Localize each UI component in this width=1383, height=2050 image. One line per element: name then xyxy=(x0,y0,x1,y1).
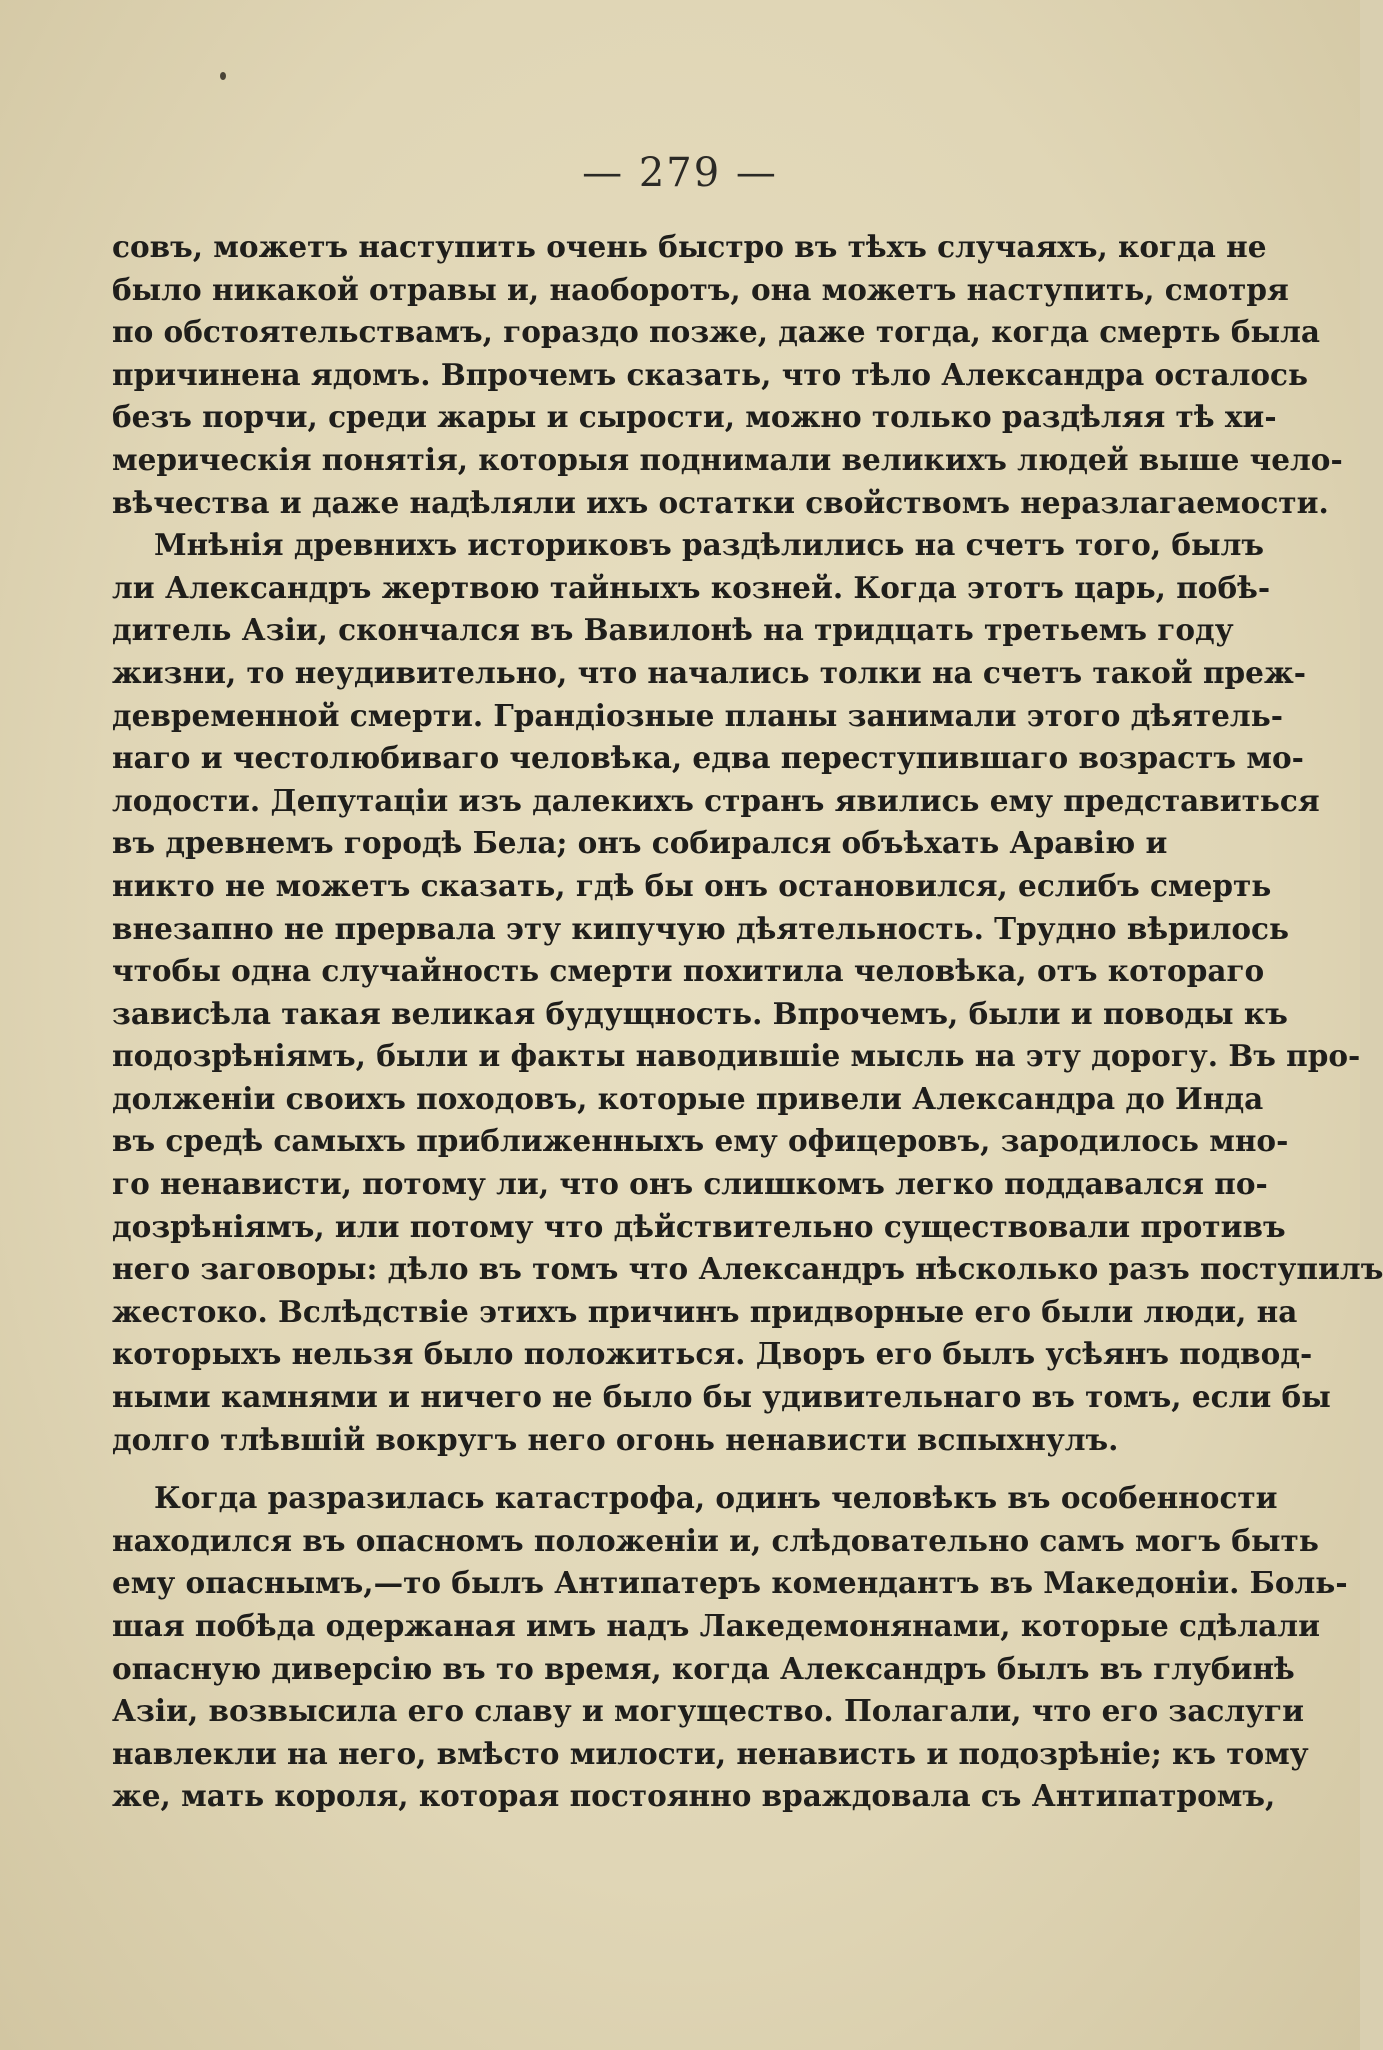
body-text xyxy=(112,226,1383,1818)
text-line: въ древнемъ городѣ Бела; онъ собирался объѣхать Аравію и xyxy=(112,825,1168,861)
paragraph xyxy=(112,524,1383,1461)
text-line: подозрѣніямъ, были и факты наводившіе мысль на эту дорогу. Въ про- xyxy=(112,1038,1361,1074)
text-line: Мнѣнія древнихъ историковъ раздѣлились на счетъ того, былъ xyxy=(154,527,1265,563)
paragraph xyxy=(112,226,1343,524)
text-line: находился въ опасномъ положеніи и, слѣдовательно самъ могъ быть xyxy=(112,1522,1319,1558)
text-line: долго тлѣвшій вокругъ него огонь ненависти вспыхнулъ. xyxy=(112,1421,1119,1457)
text-line: него заговоры: дѣло въ томъ что Александръ нѣсколько разъ поступилъ xyxy=(112,1251,1383,1287)
text-line: шая побѣда одержаная имъ надъ Лакедемонянами, которые сдѣлали xyxy=(112,1608,1320,1643)
text-line: долженіи своихъ походовъ, которые привели Александра до Инда xyxy=(112,1080,1264,1116)
text-line: наго и честолюбиваго человѣка, едва переступившаго возрастъ мо- xyxy=(112,740,1304,776)
text-line: опасную диверсію въ то время, когда Александръ былъ въ глубинѣ xyxy=(112,1650,1295,1686)
text-line: девременной смерти. Грандіозные планы занимали этого дѣятель- xyxy=(112,697,1283,733)
text-line: совъ, можетъ наступить очень быстро въ тѣхъ случаяхъ, когда не xyxy=(112,229,1267,264)
text-line: по обстоятельствамъ, гораздо позже, даже тогда, когда смерть была xyxy=(112,314,1321,350)
text-line: безъ порчи, среди жары и сырости, можно только раздѣляя тѣ хи- xyxy=(112,399,1277,435)
ink-speck xyxy=(220,72,226,80)
text-line: которыхъ нельзя было положиться. Дворъ его былъ усѣянъ подвод- xyxy=(112,1336,1313,1372)
text-line: Азіи, возвысила его славу и могущество. Полагали, что его заслуги xyxy=(112,1693,1304,1729)
text-line: никто не можетъ сказать, гдѣ бы онъ остановился, еслибъ смерть xyxy=(112,867,1272,903)
text-line: было никакой отравы и, наоборотъ, она можетъ наступить, смотря xyxy=(112,271,1289,307)
text-line: ными камнями и ничего не было бы удивительнаго въ томъ, если бы xyxy=(112,1379,1331,1415)
text-line: Когда разразилась катастрофа, одинъ человѣкъ въ особенности xyxy=(154,1480,1278,1516)
text-line: ему опаснымъ,—то былъ Антипатеръ комендантъ въ Македоніи. Боль- xyxy=(112,1565,1348,1601)
text-line: жестоко. Вслѣдствіе этихъ причинъ придворные его были люди, на xyxy=(112,1293,1298,1329)
paragraph xyxy=(112,1477,1348,1818)
text-line: мерическія понятія, которыя поднимали великихъ людей выше чело- xyxy=(112,441,1343,477)
text-line: же, мать короля, которая постоянно враждовала съ Антипатромъ, xyxy=(112,1778,1276,1814)
text-line: зависѣла такая великая будущность. Впрочемъ, были и поводы къ xyxy=(112,995,1288,1031)
page-number: — 279 — xyxy=(582,150,778,196)
text-line: въ средѣ самыхъ приближенныхъ ему офицеровъ, зародилось мно- xyxy=(112,1123,1289,1159)
text-line: го ненависти, потому ли, что онъ слишкомъ легко поддавался по- xyxy=(112,1166,1268,1202)
text-line: ли Александръ жертвою тайныхъ козней. Когда этотъ царь, побѣ- xyxy=(112,569,1271,605)
text-line: вѣчества и даже надѣляли ихъ остатки свойствомъ неразлагаемости. xyxy=(112,484,1329,520)
paragraph-gap xyxy=(112,1461,1152,1477)
text-line: чтобы одна случайность смерти похитила человѣка, отъ котораго xyxy=(112,953,1265,989)
text-line: лодости. Депутаціи изъ далекихъ странъ явились ему представиться xyxy=(112,782,1320,818)
text-line: дозрѣніямъ, или потому что дѣйствительно существовали противъ xyxy=(112,1208,1286,1244)
text-line: внезапно не прервала эту кипучую дѣятельность. Трудно вѣрилось xyxy=(112,910,1290,946)
text-line: жизни, то неудивительно, что начались толки на счетъ такой преж- xyxy=(112,654,1306,690)
text-line: дитель Азіи, скончался въ Вавилонѣ на тридцать третьемъ году xyxy=(112,612,1234,648)
text-line: навлекли на него, вмѣсто милости, ненависть и подозрѣніе; къ тому xyxy=(112,1735,1309,1771)
text-line: причинена ядомъ. Впрочемъ сказать, что тѣло Александра осталось xyxy=(112,356,1309,392)
